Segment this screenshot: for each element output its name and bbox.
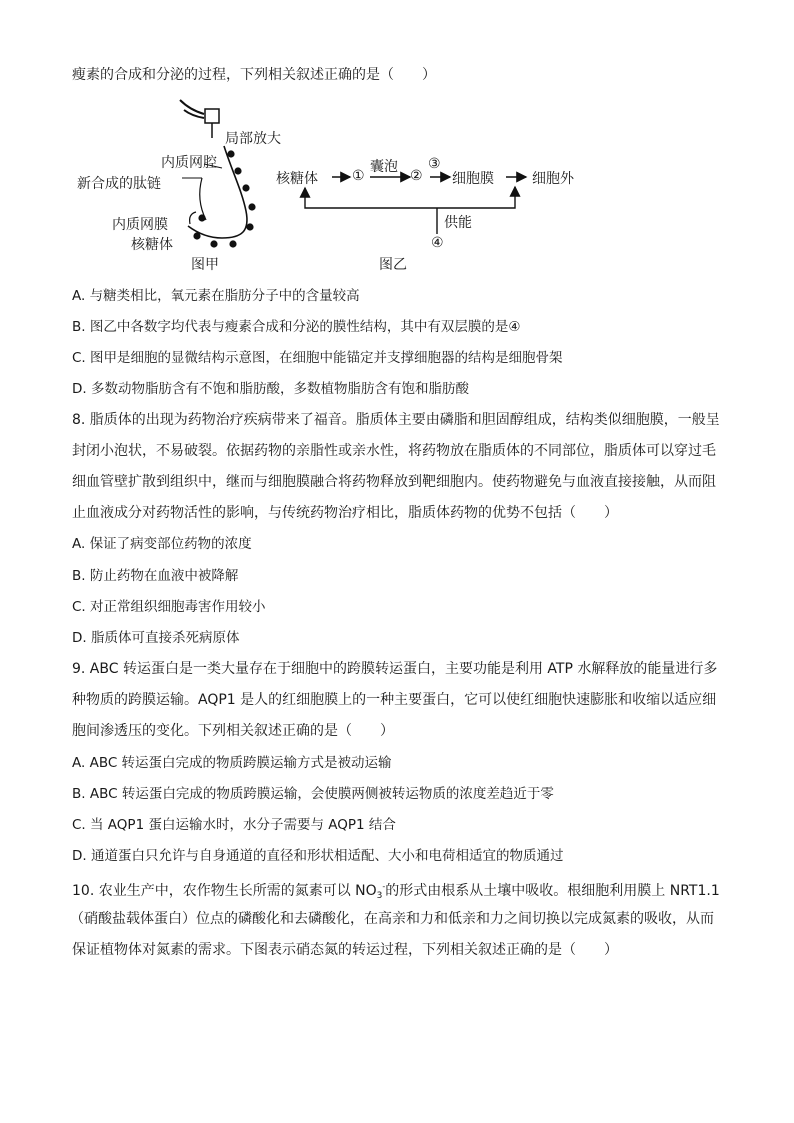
q8-line-1: 8. 脂质体的出现为药物治疗疾病带来了福音。脂质体主要由磷脂和胆固醇组成，结构类似细胞膜，一般呈 xyxy=(72,412,720,428)
q10-line-1-part-a: 10. 农业生产中，农作物生长所需的氮素可以 NO xyxy=(72,883,377,899)
q9-option-c: C. 当 AQP1 蛋白运输水时，水分子需要与 AQP1 结合 xyxy=(72,817,396,833)
label-ribosome: 核糖体 xyxy=(131,237,173,253)
node-3: ③ xyxy=(428,156,441,172)
label-local-enlarge: 局部放大 xyxy=(225,131,281,147)
q7-option-b: B. 图乙中各数字均代表与瘦素合成和分泌的膜性结构，其中有双层膜的是④ xyxy=(72,319,521,335)
q10-line-3: 保证植物体对氮素的需求。下图表示硝态氮的转运过程，下列相关叙述正确的是（ ） xyxy=(72,942,618,958)
q9-line-3: 胞间渗透压的变化。下列相关叙述正确的是（ ） xyxy=(72,723,394,739)
q10-line-1-part-b: 的形式由根系从土壤中吸收。根细胞利用膜上 NRT1.1 xyxy=(385,883,720,899)
peptide-chain xyxy=(200,178,206,220)
q9-line-2: 种物质的跨膜运输。AQP1 是人的红细胞膜上的一种主要蛋白，它可以使红细胞快速膨胀和收缩以适应细 xyxy=(72,692,717,708)
figure-a-caption: 图甲 xyxy=(191,257,219,273)
er-squiggle-1 xyxy=(180,100,204,114)
q9-line-1: 9. ABC 转运蛋白是一类大量存在于细胞中的跨膜转运蛋白，主要功能是利用 ATP 水解释放的能量进行多 xyxy=(72,661,718,677)
magnified-box xyxy=(205,109,219,123)
node-2: ② xyxy=(410,168,423,184)
node-cell-membrane: 细胞膜 xyxy=(452,171,494,187)
q9-option-b: B. ABC 转运蛋白完成的物质跨膜运输，会使膜两侧被转运物质的浓度差趋近于零 xyxy=(72,786,554,802)
node-vesicle: 囊泡 xyxy=(370,159,398,175)
node-4: ④ xyxy=(431,235,444,251)
q8-option-a: A. 保证了病变部位药物的浓度 xyxy=(72,536,252,552)
q9-option-a: A. ABC 转运蛋白完成的物质跨膜运输方式是被动运输 xyxy=(72,755,392,771)
question-7-stem: 瘦素的合成和分泌的过程，下列相关叙述正确的是（ ） xyxy=(72,67,436,83)
nitrate-subscript: 3 xyxy=(376,891,383,901)
label-er-membrane: 内质网膜 xyxy=(112,217,168,233)
q8-option-c: C. 对正常组织细胞毒害作用较小 xyxy=(72,599,266,615)
nitrate-superscript: - xyxy=(382,882,386,891)
q8-option-d: D. 脂质体可直接杀死病原体 xyxy=(72,630,240,646)
node-outside-cell: 细胞外 xyxy=(532,171,574,187)
q8-line-2: 封闭小泡状，不易破裂。依据药物的亲脂性或亲水性，将药物放在脂质体的不同部位，脂质体可以穿过毛 xyxy=(72,443,716,459)
label-er-lumen: 内质网腔 xyxy=(161,155,217,171)
label-new-peptide: 新合成的肽链 xyxy=(77,176,161,192)
q7-option-a: A. 与糖类相比，氧元素在脂肪分子中的含量较高 xyxy=(72,288,360,304)
q8-line-4: 止血液成分对药物活性的影响，与传统药物治疗相比，脂质体药物的优势不包括（ ） xyxy=(72,505,618,521)
q10-line-1 xyxy=(72,878,720,905)
node-energy: 供能 xyxy=(444,215,472,231)
q10-line-2: （硝酸盐载体蛋白）位点的磷酸化和去磷酸化，在高亲和力和低亲和力之间切换以完成氮素的吸收，从而 xyxy=(70,911,714,927)
q8-option-b: B. 防止药物在血液中被降解 xyxy=(72,568,239,584)
q7-option-c: C. 图甲是细胞的显微结构示意图，在细胞中能锚定并支撑细胞器的结构是细胞骨架 xyxy=(72,350,563,366)
figure-b-caption: 图乙 xyxy=(379,257,407,273)
q8-line-3: 细血管壁扩散到组织中，继而与细胞膜融合将药物释放到靶细胞内。使药物避免与血液直接接触，从而阻 xyxy=(72,474,716,490)
q9-option-d: D. 通道蛋白只允许与自身通道的直径和形状相适配、大小和电荷相适宜的物质通过 xyxy=(72,848,564,864)
node-ribosome: 核糖体 xyxy=(276,171,318,187)
energy-bracket xyxy=(305,188,515,208)
node-1: ① xyxy=(352,168,365,184)
q7-option-d: D. 多数动物脂肪含有不饱和脂肪酸，多数植物脂肪含有饱和脂肪酸 xyxy=(72,381,469,397)
